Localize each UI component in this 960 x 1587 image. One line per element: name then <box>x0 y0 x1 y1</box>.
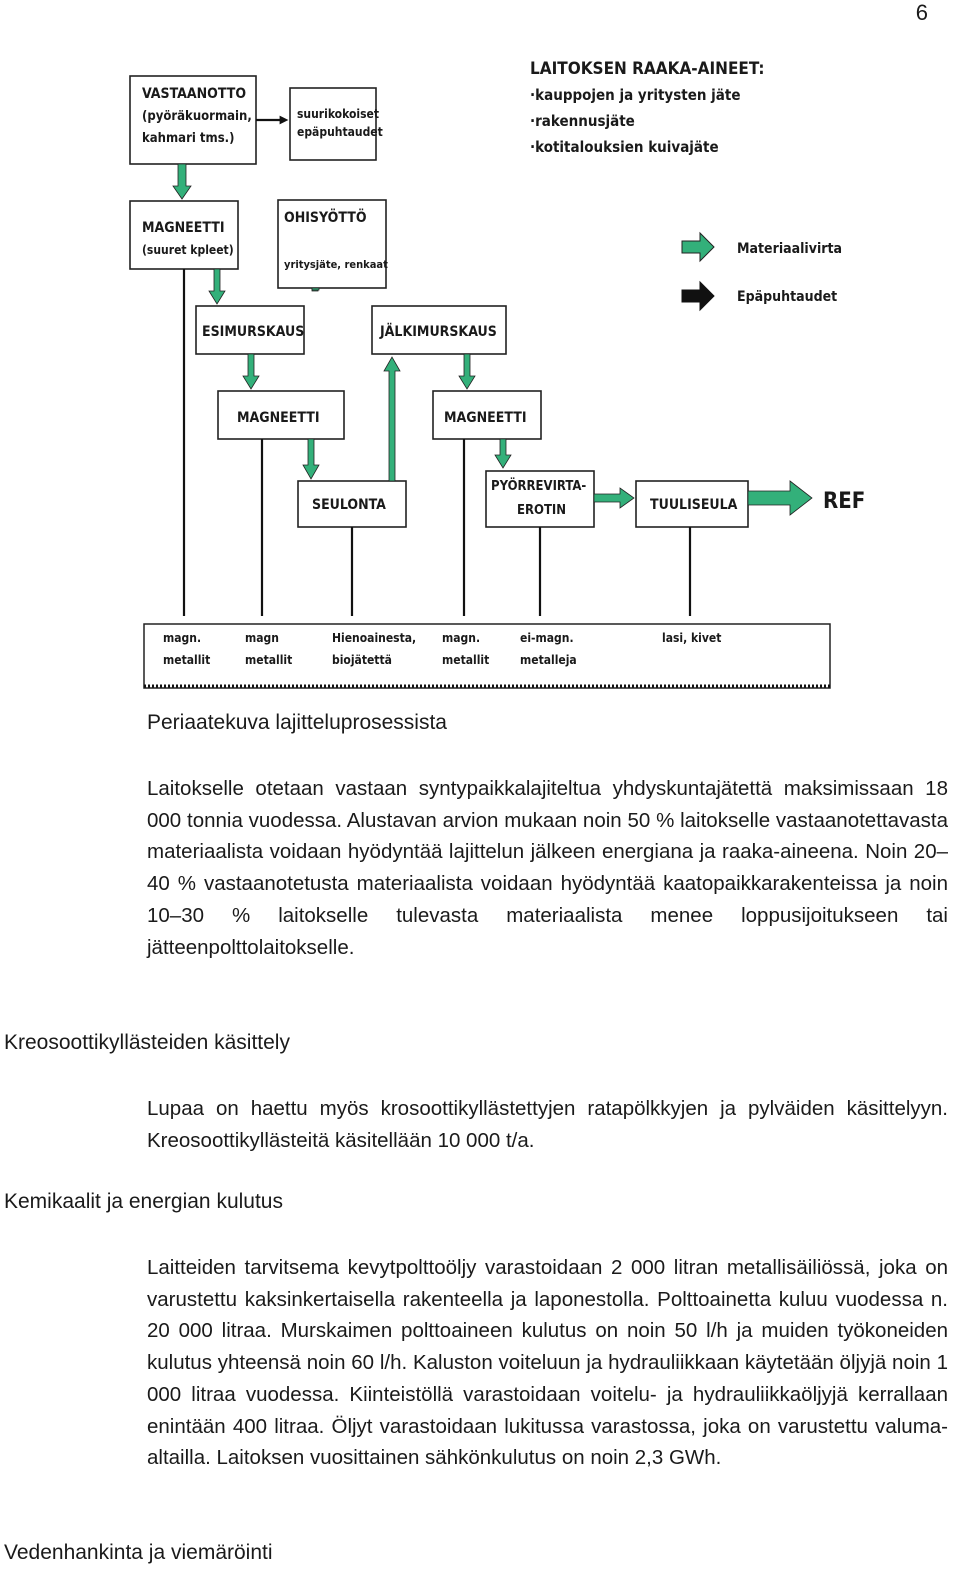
reception-label: (pyöräkuormain, <box>142 109 252 124</box>
output-label: ei-magn. <box>520 631 574 645</box>
output-label: metallit <box>163 653 211 667</box>
magnet-1-label: (suuret kpleet) <box>142 243 234 257</box>
material-flow-arrow <box>459 354 475 389</box>
ref-label: REF <box>823 489 866 514</box>
material-flow-arrow <box>594 488 634 508</box>
section-heading-chemicals: Kemikaalit ja energian kulutus <box>4 1190 283 1213</box>
raw-materials-list <box>530 59 764 156</box>
paragraph-creosote: Lupaa on haettu myös krosoottikyllästettyjen ratapölkkyjen ja pylväiden käsittelyyn. Kreosoottikyllästeitä käsitellään 10 000 t/a. <box>147 1097 948 1152</box>
output-label: magn. <box>163 631 202 645</box>
page-number: 6 <box>915 0 928 25</box>
reception-label: VASTAANOTTO <box>142 86 247 102</box>
wind-sifter-label: TUULISEULA <box>650 497 738 513</box>
material-flow-arrow <box>303 439 319 479</box>
raw-materials-title: LAITOKSEN RAAKA-AINEET: <box>530 59 765 79</box>
output-label: lasi, kivet <box>662 631 722 645</box>
diagram-legend <box>682 233 842 310</box>
magnet-2-label: MAGNEETTI <box>237 410 320 426</box>
magnet-3-label: MAGNEETTI <box>444 410 527 426</box>
output-label: metallit <box>442 653 490 667</box>
raw-material-item: ·rakennusjäte <box>530 112 635 130</box>
material-flow-arrow <box>173 164 191 199</box>
output-label: magn. <box>442 631 481 645</box>
large-impurities-box <box>290 88 376 160</box>
raw-material-item: ·kotitalouksien kuivajäte <box>530 138 719 156</box>
eddy-current-label: EROTIN <box>517 503 567 518</box>
output-label: magn <box>245 631 279 645</box>
bypass-label: yritysjäte, renkaat <box>284 258 388 271</box>
large-impurities-label: suurikokoiset <box>297 107 379 121</box>
output-label: metallit <box>245 653 293 667</box>
sorting-process-diagram <box>0 0 960 700</box>
output-label: metalleja <box>520 653 577 667</box>
output-label: biojätettä <box>332 653 392 667</box>
material-flow-arrow <box>209 269 225 304</box>
figure-caption: Periaatekuva lajitteluprosessista <box>147 711 447 734</box>
paragraph-chemicals: Laitteiden tarvitsema kevytpolttoöljy varastoidaan 2 000 litran metallisäiliössä, joka on varustettu kaksinkertaisella rakenteella ja laponestolla. Polttoainetta kuluu vuodessa n. 20 000 litraa. Murskaimen polttoaineen kulutus on noin 50 l/h ja muiden työkoneiden kulutus yhteensä noin 60 l/h. Kaluston voiteluun ja hydrauliikkaan käytetään öljyjä noin 1 000 litraa vuodessa. Kiinteistöllä varastoidaan voitelu- ja hydrauliikkaöljyjä kerrallaan enintään 400 litraa. Öljyt varastoidaan lukitussa varastossa, joka on varustettu valuma-altailla. Laitoksen vuosittainen sähkönkulutus on noin 2,3 GWh. <box>147 1256 948 1470</box>
material-flow-legend-arrow <box>682 233 714 261</box>
raw-material-item: ·kauppojen ja yritysten jäte <box>530 86 741 104</box>
impurities-legend-arrow <box>682 282 714 310</box>
material-flow-legend-label: Materiaalivirta <box>737 241 843 257</box>
material-flow-arrow <box>748 481 812 515</box>
eddy-current-label: PYÖRREVIRTA- <box>491 479 587 494</box>
screening-label: SEULONTA <box>312 497 386 513</box>
material-flow-arrow <box>312 288 319 290</box>
material-flow-arrow <box>495 439 511 468</box>
material-flow-arrow <box>243 354 259 389</box>
bypass-label: OHISYÖTTÖ <box>284 210 367 226</box>
pre-crush-label: ESIMURSKAUS <box>202 324 305 340</box>
impurities-legend-label: Epäpuhtaudet <box>737 289 838 305</box>
section-heading-water: Vedenhankinta ja viemäröinti <box>4 1541 273 1564</box>
post-crush-label: JÄLKIMURSKAUS <box>380 324 497 340</box>
large-impurities-label: epäpuhtaudet <box>297 125 383 139</box>
section-heading-creosote: Kreosoottikyllästeiden käsittely <box>4 1031 290 1054</box>
magnet-1-label: MAGNEETTI <box>142 220 225 236</box>
material-flow-arrow <box>384 357 400 481</box>
paragraph-intake: Laitokselle otetaan vastaan syntypaikkalajiteltua yhdyskuntajätettä maksimissaan 18 000 tonnia vuodessa. Alustavan arvion mukaan noin 50 % laitokselle vastaanotettavasta materiaalista voidaan hyödyntää lajittelun jälkeen energiana ja raaka-aineena. Noin 20–40 % vastaanotetusta materiaalista voidaan hyödyntää kaatopaikkarakenteissa ja noin 10–30 % laitokselle tulevasta materiaalista menee loppusijoitukseen tai jätteenpolttolaitokselle. <box>147 777 948 959</box>
output-label: Hienoainesta, <box>332 631 417 645</box>
reception-label: kahmari tms.) <box>142 131 235 146</box>
